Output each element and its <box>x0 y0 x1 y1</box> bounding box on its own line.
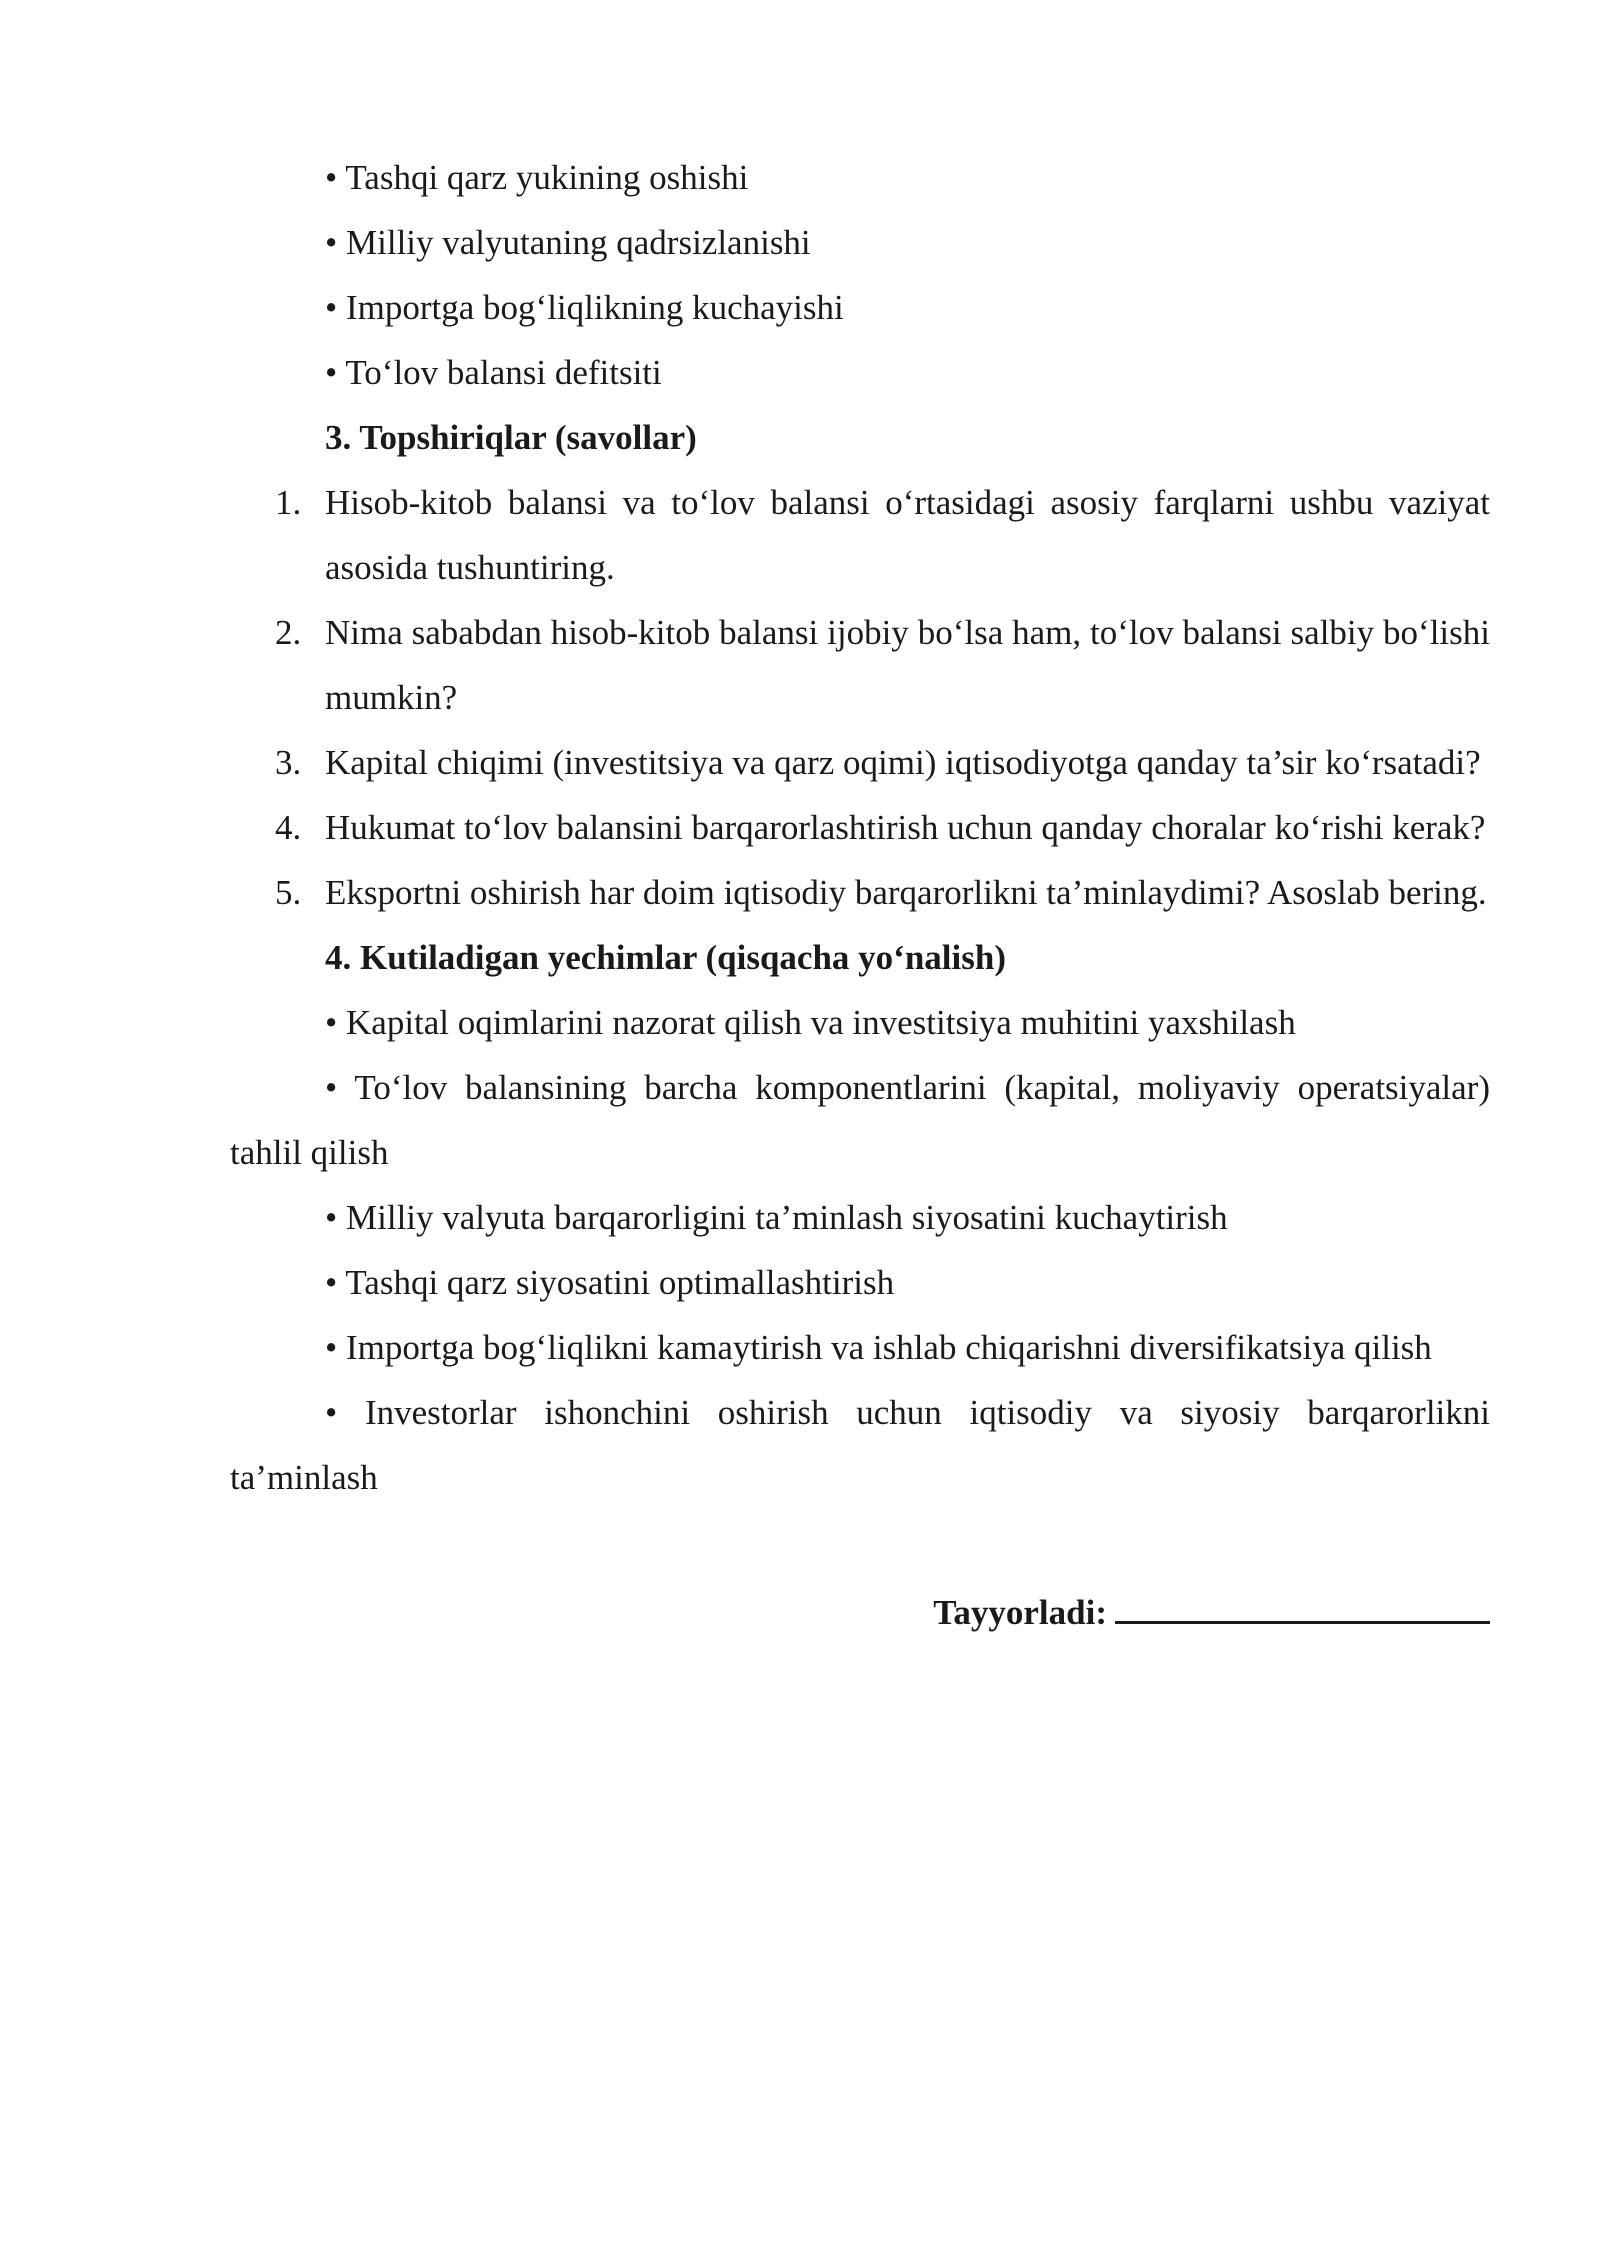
solution-item: • Importga bog‘liqlikni kamaytirish va ishlab chiqarishni diversifikatsiya qilish <box>325 1328 1432 1367</box>
bullet-item: • To‘lov balansi defitsiti <box>325 353 662 392</box>
signature-line <box>1115 1581 1490 1624</box>
question-text: Hukumat to‘lov balansini barqarorlashtirish uchun qanday choralar ko‘rishi kerak? <box>325 808 1486 847</box>
bullet-item: • Tashqi qarz yukining oshishi <box>325 158 749 197</box>
question-number: 3. <box>275 743 302 782</box>
bullet-item: • Milliy valyutaning qadrsizlanishi <box>325 223 811 262</box>
section-heading-tasks: 3. Topshiriqlar (savollar) <box>325 418 697 457</box>
solution-item: • Investorlar ishonchini oshirish uchun iqtisodiy va siyosiy barqarorlikni ta’minlash <box>230 1393 1490 1497</box>
signature-label: Tayyorladi: <box>933 1593 1107 1632</box>
question-number: 2. <box>275 613 302 652</box>
question-item <box>275 860 1490 925</box>
signature-block <box>230 1580 1490 1645</box>
question-item <box>275 730 1490 795</box>
document-page <box>230 145 1490 1645</box>
bullet-item: • Importga bog‘liqlikning kuchayishi <box>325 288 844 327</box>
question-number: 1. <box>275 483 302 522</box>
solution-item: • Milliy valyuta barqarorligini ta’minlash siyosatini kuchaytirish <box>325 1198 1228 1237</box>
section-heading-solutions: 4. Kutiladigan yechimlar (qisqacha yo‘nalish) <box>325 938 1006 977</box>
solution-item: • Tashqi qarz siyosatini optimallashtirish <box>325 1263 895 1302</box>
question-number: 5. <box>275 873 302 912</box>
question-number: 4. <box>275 808 302 847</box>
solution-item: • Kapital oqimlarini nazorat qilish va investitsiya muhitini yaxshilash <box>325 1003 1296 1042</box>
question-text: Hisob-kitob balansi va to‘lov balansi o‘rtasidagi asosiy farqlarni ushbu vaziyat asosida tushuntiring. <box>325 483 1490 587</box>
solution-item: • To‘lov balansining barcha komponentlarini (kapital, moliyaviy operatsiyalar) tahlil qilish <box>230 1068 1490 1172</box>
question-item <box>275 600 1490 730</box>
question-text: Eksportni oshirish har doim iqtisodiy barqarorlikni ta’minlaydimi? Asoslab bering. <box>325 873 1487 912</box>
question-item <box>275 470 1490 600</box>
question-item <box>275 795 1490 860</box>
question-text: Nima sababdan hisob-kitob balansi ijobiy bo‘lsa ham, to‘lov balansi salbiy bo‘lishi mumkin? <box>325 613 1490 717</box>
questions-list <box>230 470 1490 925</box>
question-text: Kapital chiqimi (investitsiya va qarz oqimi) iqtisodiyotga qanday ta’sir ko‘rsatadi? <box>325 743 1481 782</box>
